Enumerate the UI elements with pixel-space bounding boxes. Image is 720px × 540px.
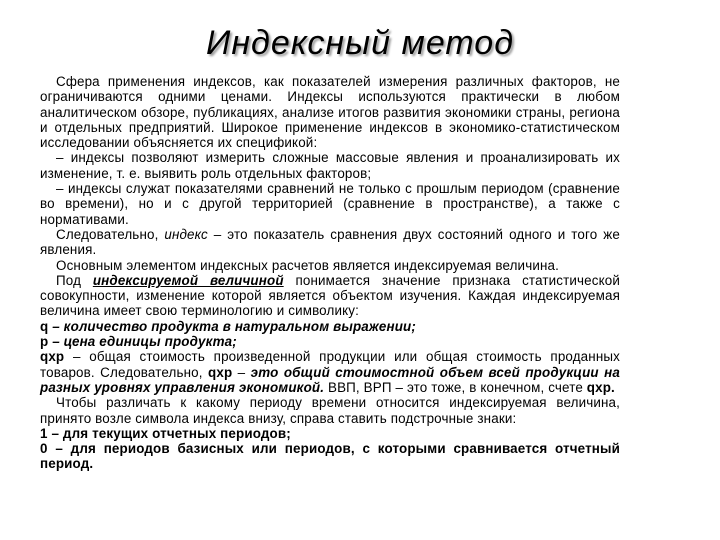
- term-indexed-value: индексируемой величиной: [92, 272, 284, 288]
- text: – количество продукта в натуральном выражении;: [48, 318, 416, 334]
- symbol-qxp: qxp.: [586, 379, 615, 395]
- symbol-p: p: [40, 334, 49, 350]
- paragraph-main-element: Основным элементом индексных расчетов является индексируемая величина.: [56, 257, 559, 273]
- text: Следовательно,: [56, 226, 165, 242]
- list-item-q: [40, 319, 620, 334]
- text: понимается значение признака статистической совокупности, изменение которой является объектом изучения. Каждая индексируемая величина имеет свою терминологию и символику:: [40, 272, 620, 319]
- text: Под: [56, 272, 93, 288]
- paragraph-indexed-value: [40, 273, 620, 319]
- list-item-current: 1 – для текущих отчетных периодов;: [40, 425, 291, 441]
- list-item-base: 0 – для периодов базисных или периодов, с которыми сравнивается отчетный период.: [40, 441, 620, 472]
- symbol-qxp: qxp: [40, 349, 65, 365]
- emphasis-total-volume: это общий стоимостной объем всей продукции на разных уровнях управления экономикой.: [40, 364, 620, 395]
- slide-title: Индексный метод: [206, 24, 514, 62]
- symbol-q: q: [40, 318, 49, 334]
- text: – это показатель сравнения двух состояний одного и того же явления.: [40, 226, 620, 258]
- paragraph-qxp: [40, 349, 620, 395]
- paragraph-subscripts: Чтобы различать к какому периоду времени относится индексируемая величина, принято возле символа индекса внизу, справа ставить подстрочные знаки:: [40, 395, 620, 426]
- term-index: индекс: [164, 226, 208, 242]
- paragraph-spec-1: – индексы позволяют измерить сложные массовые явления и проанализировать их изменение, т. е. выявить роль отдельных факторов;: [40, 150, 620, 181]
- paragraph-index-definition: [40, 227, 620, 258]
- slide-body: [40, 74, 620, 472]
- text: – цена единицы продукта;: [48, 334, 237, 350]
- list-item-p: [40, 334, 620, 349]
- text: ВВП, ВРП – это тоже, в конечном, счете: [324, 379, 587, 395]
- paragraph-spec-2: – индексы служат показателями сравнений не только с прошлым периодом (сравнение во времени), но и с другой территорией (сравнение в пространстве), а также с нормативами.: [40, 181, 620, 227]
- text: – общая стоимость произведенной продукции или общая стоимость проданных товаров. Следовательно,: [40, 349, 620, 380]
- paragraph-scope: Сфера применения индексов, как показателей измерения различных факторов, не ограничиваются одними ценами. Индексы используются практически в любом аналитическом обзоре, публикациях, анализе итогов развития экономики страны, региона и отдельных предприятий. Широкое применение индексов в экономико-статистическом исследовании объясняется их спецификой:: [40, 74, 620, 151]
- symbol-qxp: qxp: [208, 364, 233, 380]
- text: –: [232, 364, 251, 380]
